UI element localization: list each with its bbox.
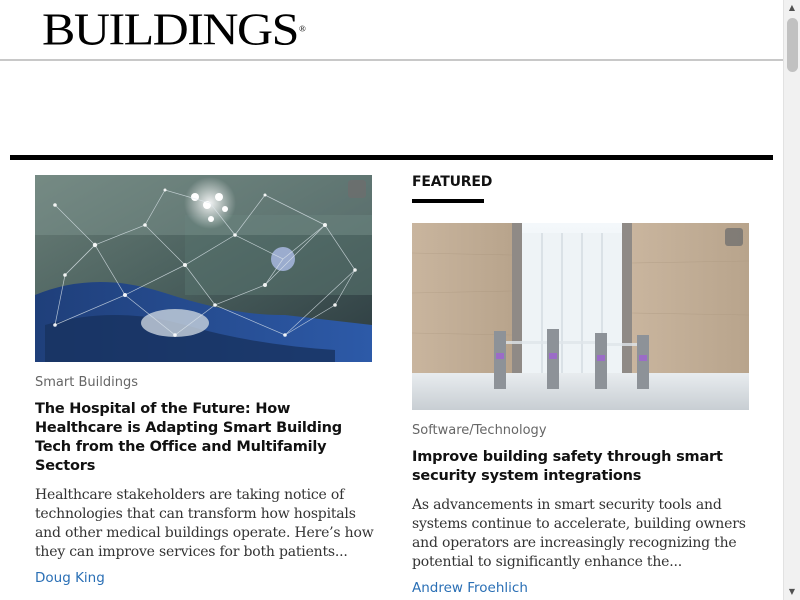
registered-mark: ® [298, 24, 306, 34]
article-category-link[interactable]: Software/Technology [412, 423, 547, 438]
article-summary: As advancements in smart security tools and systems continue to accelerate, building owners and operators are increasingly recognizing the potential to significantly enhance the... [412, 497, 746, 570]
article-title-link[interactable]: The Hospital of the Future: How Healthcare is Adapting Smart Building Tech from the Office and Multifamily Sectors [35, 401, 342, 474]
site-logo[interactable] [42, 4, 306, 54]
lobby-gates-image [412, 223, 749, 410]
scroll-up-arrow-icon[interactable]: ▲ [788, 3, 796, 12]
article-author-link[interactable]: Andrew Froehlich [412, 580, 528, 596]
article-summary: Healthcare stakeholders are taking notice of technologies that can transform how hospitals and other medical buildings operate. Here’s how they can improve services for both patients... [35, 487, 374, 560]
media-badge-icon [725, 228, 743, 246]
featured-underline [412, 199, 484, 203]
article-image-security[interactable] [412, 223, 749, 410]
article-category-link[interactable]: Smart Buildings [35, 375, 138, 390]
article-image-hospital[interactable] [35, 175, 372, 362]
scroll-down-arrow-icon[interactable]: ▼ [788, 587, 796, 596]
article-card-hospital [35, 175, 375, 587]
article-card-security [412, 223, 752, 597]
site-header [0, 0, 783, 61]
scrollbar-thumb[interactable] [787, 18, 798, 72]
article-author-link[interactable]: Doug King [35, 570, 105, 586]
hospital-network-image [35, 175, 372, 362]
article-title-link[interactable]: Improve building safety through smart security system integrations [412, 449, 723, 484]
media-badge-icon [348, 180, 366, 198]
featured-heading: FEATURED [412, 174, 493, 190]
logo-text: BUILDINGS [42, 3, 298, 55]
ad-space [0, 63, 783, 155]
section-divider [10, 155, 773, 160]
page-scrollbar[interactable] [783, 0, 800, 600]
